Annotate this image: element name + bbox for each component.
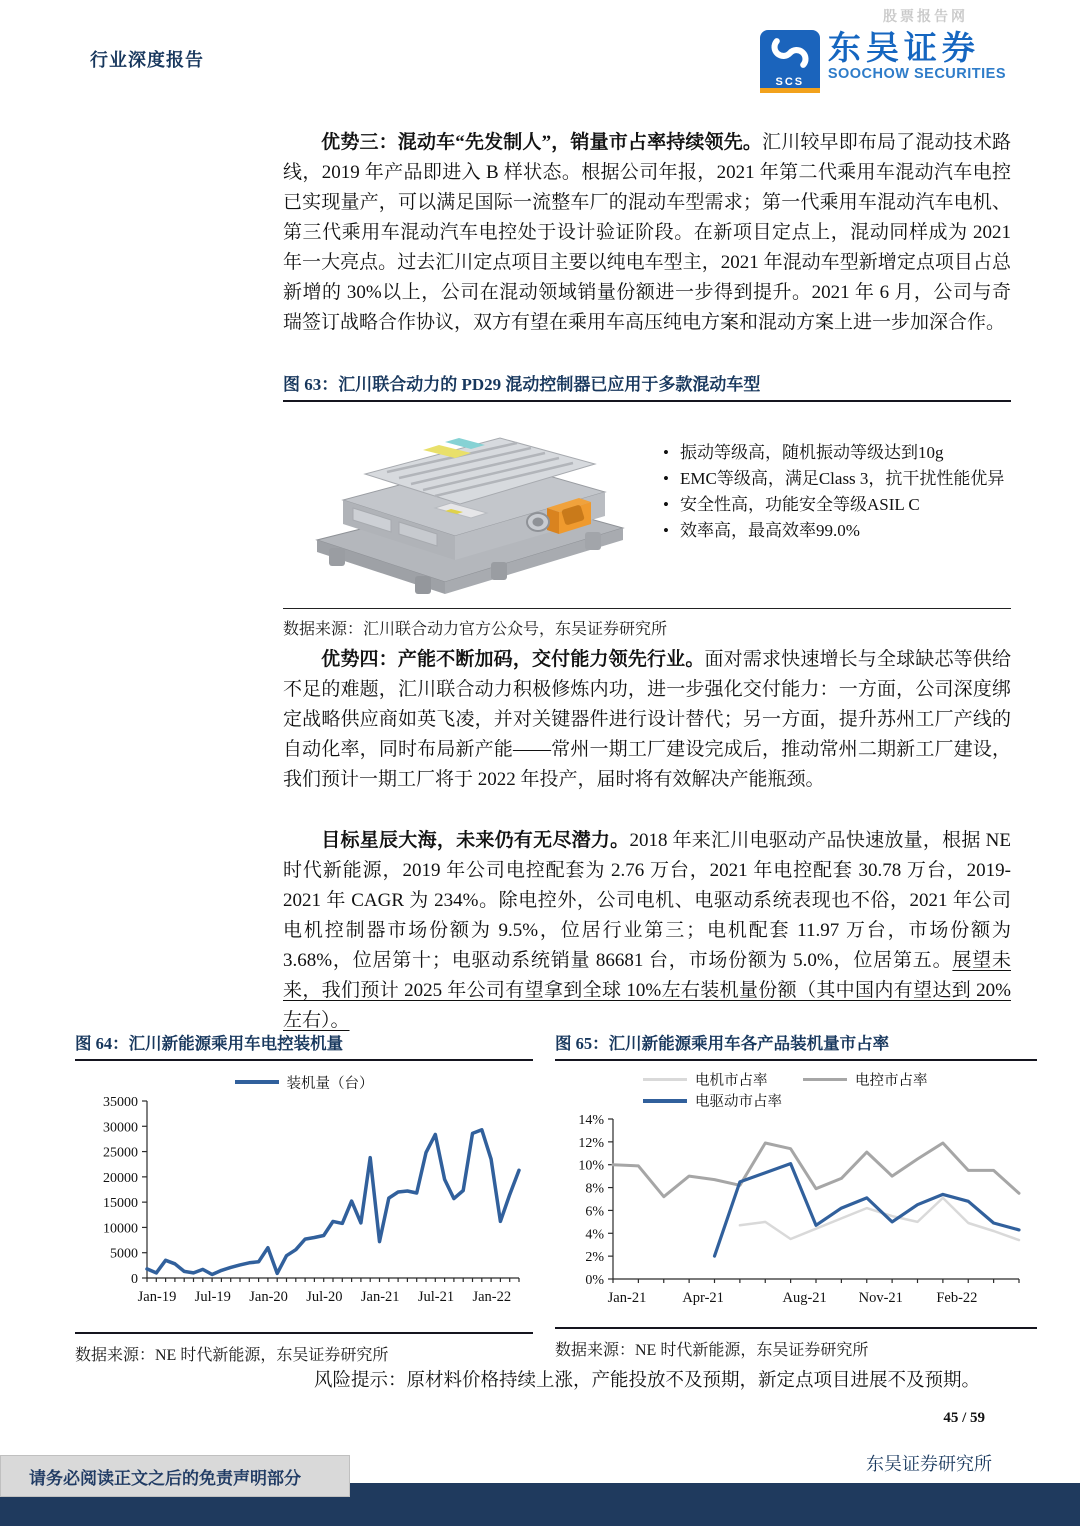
- svg-text:14%: 14%: [578, 1113, 604, 1128]
- figure-63-title: 图 63：汇川联合动力的 PD29 混动控制器已应用于多款混动车型: [283, 375, 761, 394]
- list-item: • EMC等级高，满足Class 3，抗干扰性能优异: [663, 466, 1011, 491]
- svg-text:0: 0: [131, 1272, 138, 1287]
- svg-text:Jan-22: Jan-22: [472, 1289, 512, 1305]
- logo-orange-bar: [760, 88, 820, 93]
- logo-scs-text: SCS: [760, 76, 820, 88]
- logo-s-icon: [760, 30, 820, 76]
- list-item: • 振动等级高，随机振动等级达到10g: [663, 440, 1011, 465]
- paragraph-body: 面对需求快速增长与全球缺芯等供给不足的难题，汇川联合动力积极修炼内功，进一步强化交付能力：一方面，公司深度绑定战略供应商如英飞凌，并对关键器件进行设计替代；另一方面，提升苏州工厂产线的自动化率，同时布局新产能——常州一期工厂建设完成后，推动常州二期新工厂建设，我们预计一期工厂将于 2022 年投产，届时将有效解决产能瓶颈。: [283, 649, 1011, 790]
- figure-64-source: 数据来源：NE 时代新能源，东吴证券研究所: [75, 1347, 389, 1364]
- divider: [75, 1059, 533, 1061]
- paragraph-body: 汇川较早即布局了混动技术路线，2019 年产品即进入 B 样状态。根据公司年报，2021 年第二代乘用车混动汽车电控已实现量产，可以满足国际一流整车厂的混动车型需求；第一代乘用车混动汽车电机、第三代乘用车混动汽车电控处于设计验证阶段。在新项目定点上，混动同样成为 2021 年一大亮点。过去汇川定点项目主要以纯电车型主，2021 年混动车型新增定点项目占总新增的 30%以上，公司在混动领域销量份额进一步得到提升。2021 年 6 月，公司与奇瑞签订战略合作协议，双方有望在乘用车高压纯电方案和混动方案上进一步加深合作。: [283, 132, 1011, 333]
- svg-text:Jul-20: Jul-20: [306, 1289, 343, 1305]
- svg-text:Jul-19: Jul-19: [194, 1289, 231, 1305]
- legend-item: [643, 1069, 803, 1090]
- figure-64: [75, 1030, 533, 1365]
- svg-text:Feb-22: Feb-22: [936, 1290, 978, 1306]
- svg-text:35000: 35000: [103, 1095, 138, 1110]
- disclaimer-text: 请务必阅读正文之后的免责声明部分: [29, 1468, 301, 1488]
- paragraph-body: 2018 年来汇川电驱动产品快速放量，根据 NE 时代新能源，2019 年公司电控配套为 2.76 万台，2021 年电控配套 30.78 万台，2019-2021 年 CAGR 为 234%。除电控外，公司电机、电驱动系统表现也不俗，2021 年公司电机控制器市场份额为 9.5%，位居行业第三；电机配套 11.97 万台，市场份额为 3.68%，位居第十；电驱动系统销量 86681 台，市场份额为 5.0%，位居第五。: [283, 830, 1011, 971]
- bullet-icon: •: [663, 443, 669, 462]
- svg-text:30000: 30000: [103, 1120, 138, 1136]
- figure-64-title: 图 64：汇川新能源乘用车电控装机量: [75, 1034, 344, 1053]
- figure-65: [555, 1030, 1037, 1365]
- svg-text:Aug-21: Aug-21: [782, 1290, 827, 1306]
- installed-units-line-chart: [75, 1093, 533, 1328]
- list-item: • 效率高，最高效率99.0%: [663, 518, 1011, 543]
- list-item: • 安全性高，功能安全等级ASIL C: [663, 492, 1011, 517]
- figure-65-legend: [643, 1069, 1037, 1111]
- legend-line-swatch: [235, 1080, 279, 1084]
- divider: [555, 1059, 1037, 1061]
- svg-text:Jan-20: Jan-20: [249, 1289, 288, 1305]
- svg-text:15000: 15000: [103, 1196, 138, 1212]
- figure-65-title: 图 65：汇川新能源乘用车各产品装机量市占率: [555, 1034, 890, 1053]
- pd29-controller-image: [295, 412, 635, 602]
- logo-en-name: SOOCHOW SECURITIES: [827, 66, 1006, 82]
- figures-row: [75, 1030, 1037, 1365]
- pd29-feature-list: [663, 440, 1011, 602]
- bullet-icon: •: [663, 469, 669, 488]
- bullet-icon: •: [663, 521, 669, 540]
- site-watermark: 股票报告网: [883, 10, 968, 25]
- divider: [283, 608, 1011, 609]
- risk-note: 风险提示：原材料价格持续上涨，产能投放不及预期，新定点项目进展不及预期。: [313, 1371, 980, 1391]
- divider: [75, 1332, 533, 1334]
- legend-label: 装机量（台）: [286, 1075, 374, 1092]
- divider: [555, 1327, 1037, 1329]
- svg-text:Nov-21: Nov-21: [858, 1290, 903, 1306]
- legend-line-swatch: [643, 1078, 687, 1081]
- legend-label: 电驱动市占率: [695, 1094, 782, 1110]
- svg-text:25000: 25000: [103, 1145, 138, 1161]
- logo-mark: [760, 30, 820, 93]
- svg-text:10000: 10000: [103, 1221, 138, 1237]
- legend-label: 电机市占率: [695, 1073, 768, 1089]
- svg-text:6%: 6%: [585, 1204, 604, 1220]
- figure-65-source: 数据来源：NE 时代新能源，东吴证券研究所: [555, 1342, 869, 1359]
- svg-text:10%: 10%: [578, 1158, 604, 1174]
- figure-63-source: 数据来源：汇川联合动力官方公众号，东吴证券研究所: [283, 621, 668, 638]
- svg-text:Jan-19: Jan-19: [137, 1289, 177, 1305]
- svg-text:0%: 0%: [585, 1273, 604, 1288]
- disclaimer-box: [0, 1455, 350, 1497]
- svg-text:Apr-21: Apr-21: [682, 1290, 724, 1306]
- paragraph-lead: 优势三：混动车“先发制人”，销量市占率持续领先。: [321, 132, 763, 153]
- page-number: 45 / 59: [943, 1410, 985, 1426]
- svg-text:12%: 12%: [578, 1135, 604, 1151]
- svg-text:5000: 5000: [110, 1246, 138, 1262]
- svg-text:Jul-21: Jul-21: [417, 1289, 455, 1305]
- paragraph-lead: 目标星辰大海，未来仍有无尽潜力。: [321, 830, 630, 851]
- paragraph-outlook: [283, 826, 1011, 1036]
- legend-label: 电控市占率: [855, 1073, 928, 1089]
- legend-line-swatch: [803, 1078, 847, 1081]
- svg-text:Jan-21: Jan-21: [607, 1290, 647, 1306]
- bullet-icon: •: [663, 495, 669, 514]
- paragraph-lead: 优势四：产能不断加码，交付能力领先行业。: [321, 649, 705, 670]
- svg-text:20000: 20000: [103, 1170, 138, 1186]
- market-share-line-chart: [555, 1111, 1037, 1323]
- underlined-forecast: 展望未来，我们预计 2025 年公司有望拿到全球 10%左右装机量份额（其中国内有望达到 20%左右）。: [283, 950, 1011, 1031]
- figure-63: [283, 370, 1011, 639]
- legend-line-swatch: [643, 1099, 687, 1103]
- soochow-securities-logo: [760, 30, 1006, 93]
- legend-item: [643, 1090, 803, 1111]
- logo-cn-name: 东吴证券: [827, 29, 980, 66]
- legend-item: [803, 1069, 963, 1090]
- svg-text:Jan-21: Jan-21: [360, 1289, 400, 1305]
- svg-text:2%: 2%: [585, 1250, 604, 1266]
- figure-64-legend: [75, 1071, 533, 1093]
- report-type-label: 行业深度报告: [90, 50, 204, 70]
- svg-text:4%: 4%: [585, 1227, 604, 1243]
- divider: [283, 400, 1011, 402]
- figure-63-content: [283, 412, 1011, 602]
- svg-text:8%: 8%: [585, 1181, 604, 1197]
- paragraph-advantage-3: [283, 128, 1011, 338]
- paragraph-advantage-4: [283, 645, 1011, 795]
- research-institute-label: 东吴证券研究所: [866, 1454, 992, 1474]
